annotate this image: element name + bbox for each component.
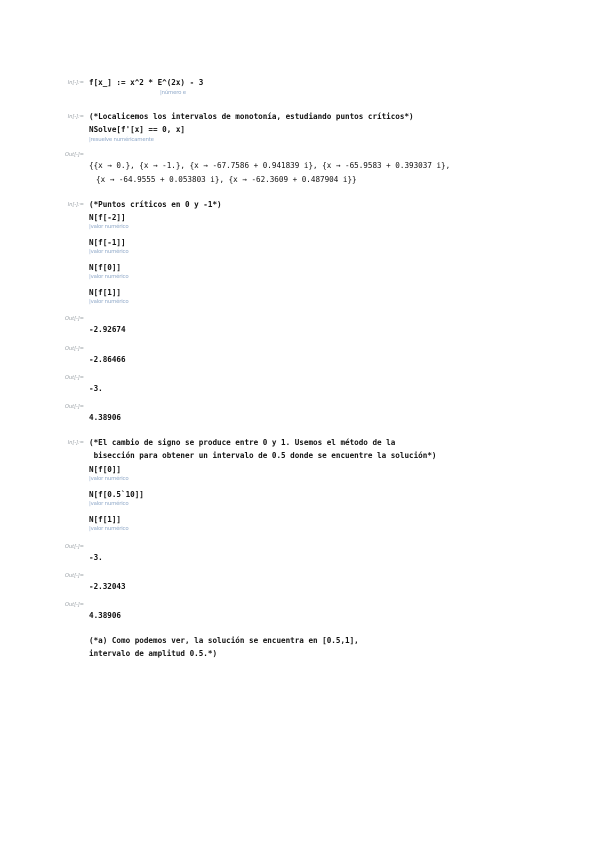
comment-line: (*a) Como podemos ver, la solución se encuentra en [0.5,1], <box>89 636 359 645</box>
comment-line: intervalo de amplitud 0.5.*) <box>89 649 218 658</box>
comment-line[interactable]: bisección para obtener un intervalo de 0.5 donde se encuentre la solución*) <box>89 451 437 460</box>
output-value: -2.86466 <box>89 355 126 364</box>
code-line[interactable]: N[f[-2]] <box>89 213 126 222</box>
function-hint: |valor numérico <box>89 526 129 532</box>
code-line[interactable]: N[f[-1]] <box>89 238 126 247</box>
out-label: Out[-]= <box>65 573 84 579</box>
out-label: Out[-]= <box>65 346 84 352</box>
function-hint: |valor numérico <box>89 224 129 230</box>
code-line[interactable]: N[f[1]] <box>89 515 122 524</box>
out-label: Out[-]= <box>65 544 84 550</box>
code-line[interactable]: N[f[0.5`10]] <box>89 490 144 499</box>
function-hint: |valor numérico <box>89 501 129 507</box>
comment-line[interactable]: (*El cambio de signo se produce entre 0 y 1. Usemos el método de la <box>89 438 396 447</box>
output-value: -2.92674 <box>89 325 126 334</box>
in-label: In[-]:= <box>67 202 84 208</box>
function-hint: |valor numérico <box>89 476 129 482</box>
output-value: {x → -64.9555 + 0.053803 i}, {x → -62.3609 + 0.487904 i}} <box>96 175 357 184</box>
function-hint: |valor numérico <box>89 249 129 255</box>
function-hint: |valor numérico <box>89 299 129 305</box>
function-hint: |resuelve numéricamente <box>89 137 154 143</box>
out-label: Out[-]= <box>65 404 84 410</box>
out-label: Out[-]= <box>65 602 84 608</box>
in-label: In[-]:= <box>67 80 84 86</box>
out-label: Out[-]= <box>65 316 84 322</box>
comment-line[interactable]: (*Localicemos los intervalos de monotonía, estudiando puntos críticos*) <box>89 112 414 121</box>
code-line[interactable]: f[x_] := x^2 * E^(2x) - 3 <box>89 78 204 87</box>
output-value: 4.38906 <box>89 611 122 620</box>
comment-line[interactable]: (*Puntos críticos en 0 y -1*) <box>89 200 222 209</box>
in-label: In[-]:= <box>67 114 84 120</box>
output-value: 4.38906 <box>89 413 122 422</box>
output-value: {{x → 0.}, {x → -1.}, {x → -67.7586 + 0.941839 i}, {x → -65.9583 + 0.393037 i}, <box>89 161 451 170</box>
code-line[interactable]: NSolve[f'[x] == 0, x] <box>89 125 186 134</box>
function-hint: |número e <box>160 90 186 96</box>
in-label: In[-]:= <box>67 440 84 446</box>
out-label: Out[-]= <box>65 152 84 158</box>
output-value: -3. <box>89 384 103 393</box>
function-hint: |valor numérico <box>89 274 129 280</box>
code-line[interactable]: N[f[0]] <box>89 465 122 474</box>
code-line[interactable]: N[f[1]] <box>89 288 122 297</box>
output-value: -2.32043 <box>89 582 126 591</box>
output-value: -3. <box>89 553 103 562</box>
out-label: Out[-]= <box>65 375 84 381</box>
code-line[interactable]: N[f[0]] <box>89 263 122 272</box>
